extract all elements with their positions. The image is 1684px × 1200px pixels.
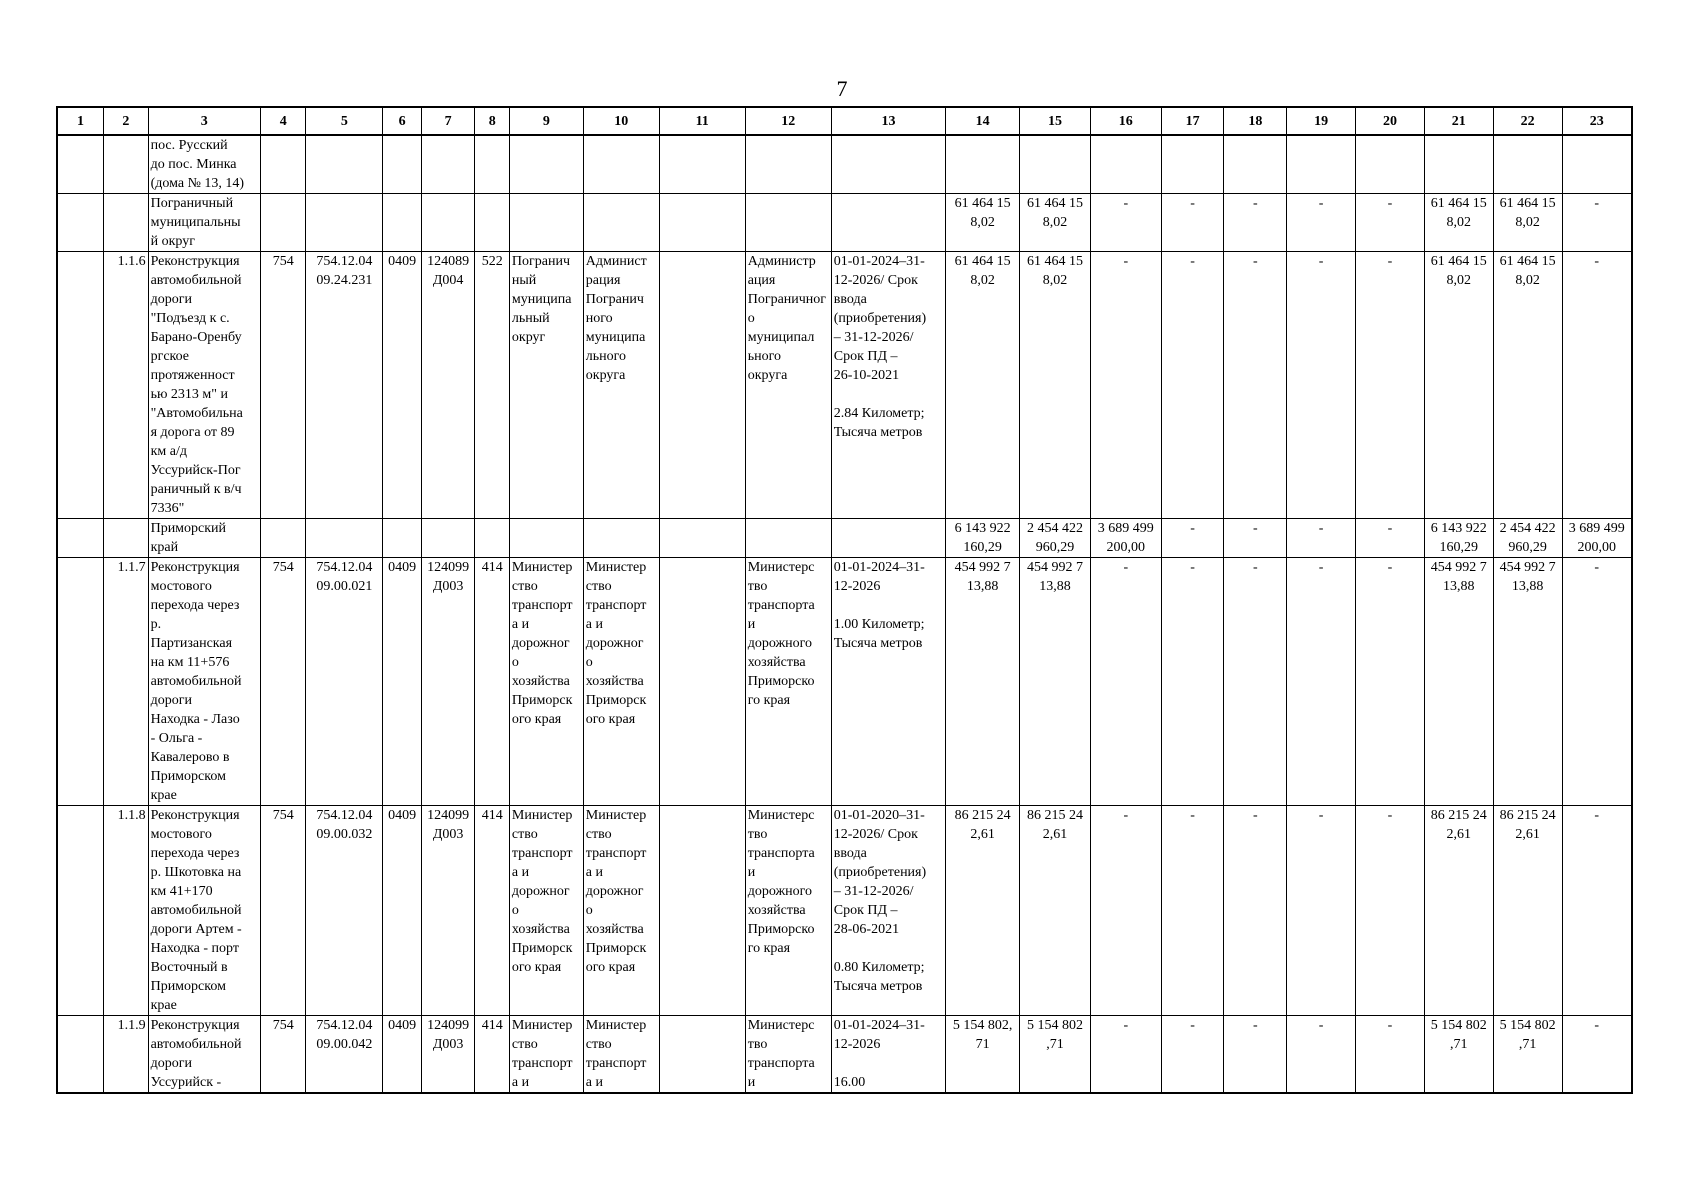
table-row (57, 194, 1632, 252)
table-cell-col-3: Приморский край (148, 519, 260, 558)
table-cell-col-4: 754 (260, 806, 306, 1016)
table-cell-col-11 (659, 1016, 745, 1094)
table-cell-col-23: - (1562, 252, 1632, 519)
table-cell-col-4: 754 (260, 1016, 306, 1094)
table-cell-col-2: 1.1.8 (104, 806, 149, 1016)
column-header-11: 11 (659, 107, 745, 135)
table-cell-col-21: 86 215 24 2,61 (1424, 806, 1493, 1016)
table-cell-col-4 (260, 519, 306, 558)
table-row (57, 806, 1632, 1016)
table-cell-col-10: Министер ство транспорт а и дорожног о хозяйства Приморск ого края (583, 558, 659, 806)
table-cell-col-22: 454 992 7 13,88 (1493, 558, 1562, 806)
table-cell-col-6 (383, 194, 421, 252)
column-header-14: 14 (946, 107, 1020, 135)
table-cell-col-4 (260, 135, 306, 194)
table-cell-col-9 (509, 194, 583, 252)
table-cell-col-20: - (1356, 252, 1425, 519)
column-header-16: 16 (1090, 107, 1161, 135)
table-cell-col-14: 61 464 15 8,02 (946, 252, 1020, 519)
table-cell-col-15: 2 454 422 960,29 (1020, 519, 1091, 558)
table-cell-col-9: Министер ство транспорт а и (509, 1016, 583, 1094)
table-cell-col-22: 61 464 15 8,02 (1493, 252, 1562, 519)
table-cell-col-19: - (1287, 194, 1356, 252)
column-header-23: 23 (1562, 107, 1632, 135)
table-cell-col-21: 61 464 15 8,02 (1424, 252, 1493, 519)
table-cell-col-5: 754.12.04 09.00.032 (306, 806, 383, 1016)
table-cell-col-18: - (1224, 558, 1287, 806)
table-cell-col-23: - (1562, 806, 1632, 1016)
table-cell-col-11 (659, 806, 745, 1016)
header-row (57, 107, 1632, 135)
table-cell-col-5: 754.12.04 09.00.021 (306, 558, 383, 806)
table-row (57, 558, 1632, 806)
table-cell-col-19: - (1287, 558, 1356, 806)
table-cell-col-10: Министер ство транспорт а и (583, 1016, 659, 1094)
table-row (57, 519, 1632, 558)
table-cell-col-3: Реконструкция автомобильной дороги "Подъезд к с. Барано-Оренбу ргское протяженност ью 2313 м" и "Автомобильна я дорога от 89 км а/д Уссурийск-Пог раничный к в/ч 7336" (148, 252, 260, 519)
table-cell-col-9 (509, 135, 583, 194)
table-cell-col-14 (946, 135, 1020, 194)
table-cell-col-18: - (1224, 519, 1287, 558)
table-cell-col-13 (831, 194, 945, 252)
table-cell-col-14: 5 154 802, 71 (946, 1016, 1020, 1094)
table-cell-col-7 (421, 519, 475, 558)
table-cell-col-9: Погранич ный муниципа льный округ (509, 252, 583, 519)
table-cell-col-1 (57, 519, 104, 558)
table-cell-col-15: 454 992 7 13,88 (1020, 558, 1091, 806)
table-cell-col-4: 754 (260, 252, 306, 519)
table-cell-col-18: - (1224, 194, 1287, 252)
table-cell-col-23: 3 689 499 200,00 (1562, 519, 1632, 558)
table-cell-col-12 (745, 135, 831, 194)
table-cell-col-5: 754.12.04 09.00.042 (306, 1016, 383, 1094)
table-cell-col-10: Министер ство транспорт а и дорожног о хозяйства Приморск ого края (583, 806, 659, 1016)
table-cell-col-3: Пограничный муниципальны й округ (148, 194, 260, 252)
table-cell-col-15: 61 464 15 8,02 (1020, 252, 1091, 519)
table-cell-col-2: 1.1.6 (104, 252, 149, 519)
table-cell-col-12 (745, 194, 831, 252)
table-cell-col-22: 2 454 422 960,29 (1493, 519, 1562, 558)
table-cell-col-17: - (1161, 194, 1224, 252)
table-cell-col-19 (1287, 135, 1356, 194)
table-cell-col-1 (57, 252, 104, 519)
table-cell-col-17: - (1161, 252, 1224, 519)
table-cell-col-1 (57, 806, 104, 1016)
table-cell-col-8 (475, 135, 509, 194)
table-cell-col-7 (421, 135, 475, 194)
column-header-19: 19 (1287, 107, 1356, 135)
column-header-3: 3 (148, 107, 260, 135)
table-cell-col-6: 0409 (383, 806, 421, 1016)
table-row (57, 252, 1632, 519)
column-header-8: 8 (475, 107, 509, 135)
table-cell-col-1 (57, 558, 104, 806)
table-cell-col-12: Министерс тво транспорта и дорожного хозяйства Приморско го края (745, 558, 831, 806)
table-cell-col-12: Администр ация Пограничног о муниципал ьного округа (745, 252, 831, 519)
table-cell-col-21: 6 143 922 160,29 (1424, 519, 1493, 558)
table-cell-col-8: 414 (475, 558, 509, 806)
column-header-7: 7 (421, 107, 475, 135)
table-cell-col-21: 454 992 7 13,88 (1424, 558, 1493, 806)
table-cell-col-2: 1.1.7 (104, 558, 149, 806)
table-cell-col-3: Реконструкция мостового перехода через р. Партизанская на км 11+576 автомобильной дороги Находка - Лазо - Ольга - Кавалерово в Приморском крае (148, 558, 260, 806)
table-cell-col-1 (57, 194, 104, 252)
table-cell-col-9: Министер ство транспорт а и дорожног о хозяйства Приморск ого края (509, 806, 583, 1016)
table-cell-col-10 (583, 135, 659, 194)
table-cell-col-13: 01-01-2024–31- 12-2026 1.00 Километр; Тысяча метров (831, 558, 945, 806)
table-cell-col-13 (831, 519, 945, 558)
table-cell-col-13 (831, 135, 945, 194)
table-cell-col-11 (659, 519, 745, 558)
table-cell-col-23: - (1562, 1016, 1632, 1094)
table-cell-col-16: - (1090, 1016, 1161, 1094)
table-cell-col-6: 0409 (383, 252, 421, 519)
table-cell-col-20: - (1356, 558, 1425, 806)
table-cell-col-5 (306, 519, 383, 558)
table-cell-col-17: - (1161, 519, 1224, 558)
table-cell-col-2: 1.1.9 (104, 1016, 149, 1094)
table-cell-col-21: 61 464 15 8,02 (1424, 194, 1493, 252)
table-cell-col-16: - (1090, 252, 1161, 519)
table-cell-col-8 (475, 519, 509, 558)
table-cell-col-13: 01-01-2020–31- 12-2026/ Срок ввода (приобретения) – 31-12-2026/ Срок ПД – 28-06-2021 0.80 Километр; Тысяча метров (831, 806, 945, 1016)
table-cell-col-23 (1562, 135, 1632, 194)
table-cell-col-19: - (1287, 252, 1356, 519)
table-cell-col-6 (383, 519, 421, 558)
column-header-18: 18 (1224, 107, 1287, 135)
table-cell-col-2 (104, 519, 149, 558)
table-cell-col-16 (1090, 135, 1161, 194)
column-header-21: 21 (1424, 107, 1493, 135)
table-cell-col-12: Министерс тво транспорта и (745, 1016, 831, 1094)
table-cell-col-13: 01-01-2024–31- 12-2026/ Срок ввода (приобретения) – 31-12-2026/ Срок ПД – 26-10-2021 2.84 Километр; Тысяча метров (831, 252, 945, 519)
table-cell-col-15: 86 215 24 2,61 (1020, 806, 1091, 1016)
table-cell-col-7 (421, 194, 475, 252)
table-cell-col-22: 61 464 15 8,02 (1493, 194, 1562, 252)
page-number: 7 (836, 76, 848, 101)
table-cell-col-16: - (1090, 806, 1161, 1016)
table-cell-col-17: - (1161, 806, 1224, 1016)
column-header-5: 5 (306, 107, 383, 135)
table-cell-col-11 (659, 135, 745, 194)
column-header-6: 6 (383, 107, 421, 135)
table-cell-col-22: 86 215 24 2,61 (1493, 806, 1562, 1016)
table-cell-col-18: - (1224, 806, 1287, 1016)
table-cell-col-20 (1356, 135, 1425, 194)
table-cell-col-10 (583, 194, 659, 252)
table-cell-col-23: - (1562, 194, 1632, 252)
table-row (57, 135, 1632, 194)
table-cell-col-17: - (1161, 1016, 1224, 1094)
table-cell-col-7: 124099 Д003 (421, 1016, 475, 1094)
table-cell-col-17: - (1161, 558, 1224, 806)
column-header-12: 12 (745, 107, 831, 135)
table-cell-col-8 (475, 194, 509, 252)
table-cell-col-1 (57, 135, 104, 194)
table-cell-col-15: 61 464 15 8,02 (1020, 194, 1091, 252)
column-header-17: 17 (1161, 107, 1224, 135)
table-cell-col-11 (659, 194, 745, 252)
table-cell-col-20: - (1356, 194, 1425, 252)
table-cell-col-5 (306, 194, 383, 252)
table-cell-col-20: - (1356, 519, 1425, 558)
table-cell-col-21 (1424, 135, 1493, 194)
table-cell-col-4: 754 (260, 558, 306, 806)
table-cell-col-19: - (1287, 806, 1356, 1016)
table-cell-col-4 (260, 194, 306, 252)
table-cell-col-11 (659, 558, 745, 806)
table-cell-col-17 (1161, 135, 1224, 194)
column-header-20: 20 (1356, 107, 1425, 135)
table-cell-col-6: 0409 (383, 558, 421, 806)
table-cell-col-3: Реконструкция мостового перехода через р. Шкотовка на км 41+170 автомобильной дороги Артем - Находка - порт Восточный в Приморском крае (148, 806, 260, 1016)
table-cell-col-1 (57, 1016, 104, 1094)
table-cell-col-20: - (1356, 806, 1425, 1016)
table-cell-col-13: 01-01-2024–31- 12-2026 16.00 (831, 1016, 945, 1094)
table-cell-col-8: 414 (475, 1016, 509, 1094)
table-cell-col-7: 124099 Д003 (421, 558, 475, 806)
table-cell-col-10: Админист рация Погранич ного муниципа льного округа (583, 252, 659, 519)
table-cell-col-23: - (1562, 558, 1632, 806)
table-cell-col-16: - (1090, 194, 1161, 252)
table-cell-col-2 (104, 135, 149, 194)
table-cell-col-18: - (1224, 1016, 1287, 1094)
table-cell-col-16: - (1090, 558, 1161, 806)
table-cell-col-3: пос. Русский до пос. Минка (дома № 13, 14) (148, 135, 260, 194)
table-cell-col-3: Реконструкция автомобильной дороги Уссурийск - (148, 1016, 260, 1094)
table-cell-col-15: 5 154 802 ,71 (1020, 1016, 1091, 1094)
table-cell-col-8: 522 (475, 252, 509, 519)
column-header-9: 9 (509, 107, 583, 135)
table-cell-col-14: 6 143 922 160,29 (946, 519, 1020, 558)
table-cell-col-14: 61 464 15 8,02 (946, 194, 1020, 252)
table-cell-col-15 (1020, 135, 1091, 194)
table-cell-col-7: 124099 Д003 (421, 806, 475, 1016)
column-header-10: 10 (583, 107, 659, 135)
table-cell-col-19: - (1287, 519, 1356, 558)
table-cell-col-19: - (1287, 1016, 1356, 1094)
table-cell-col-22 (1493, 135, 1562, 194)
table-cell-col-18 (1224, 135, 1287, 194)
column-header-13: 13 (831, 107, 945, 135)
table-row (57, 1016, 1632, 1094)
table-cell-col-12 (745, 519, 831, 558)
column-header-2: 2 (104, 107, 149, 135)
table-cell-col-11 (659, 252, 745, 519)
table-cell-col-8: 414 (475, 806, 509, 1016)
table-cell-col-22: 5 154 802 ,71 (1493, 1016, 1562, 1094)
table-cell-col-16: 3 689 499 200,00 (1090, 519, 1161, 558)
table-cell-col-18: - (1224, 252, 1287, 519)
table-cell-col-6 (383, 135, 421, 194)
table-cell-col-6: 0409 (383, 1016, 421, 1094)
data-table (56, 106, 1633, 1094)
table-cell-col-21: 5 154 802 ,71 (1424, 1016, 1493, 1094)
table-cell-col-14: 86 215 24 2,61 (946, 806, 1020, 1016)
table-cell-col-14: 454 992 7 13,88 (946, 558, 1020, 806)
column-header-4: 4 (260, 107, 306, 135)
table-cell-col-20: - (1356, 1016, 1425, 1094)
table-cell-col-5 (306, 135, 383, 194)
column-header-22: 22 (1493, 107, 1562, 135)
table-cell-col-9: Министер ство транспорт а и дорожног о хозяйства Приморск ого края (509, 558, 583, 806)
table-cell-col-7: 124089 Д004 (421, 252, 475, 519)
table-cell-col-12: Министерс тво транспорта и дорожного хозяйства Приморско го края (745, 806, 831, 1016)
table-cell-col-5: 754.12.04 09.24.231 (306, 252, 383, 519)
column-header-1: 1 (57, 107, 104, 135)
table-cell-col-10 (583, 519, 659, 558)
table-cell-col-9 (509, 519, 583, 558)
column-header-15: 15 (1020, 107, 1091, 135)
table-cell-col-2 (104, 194, 149, 252)
